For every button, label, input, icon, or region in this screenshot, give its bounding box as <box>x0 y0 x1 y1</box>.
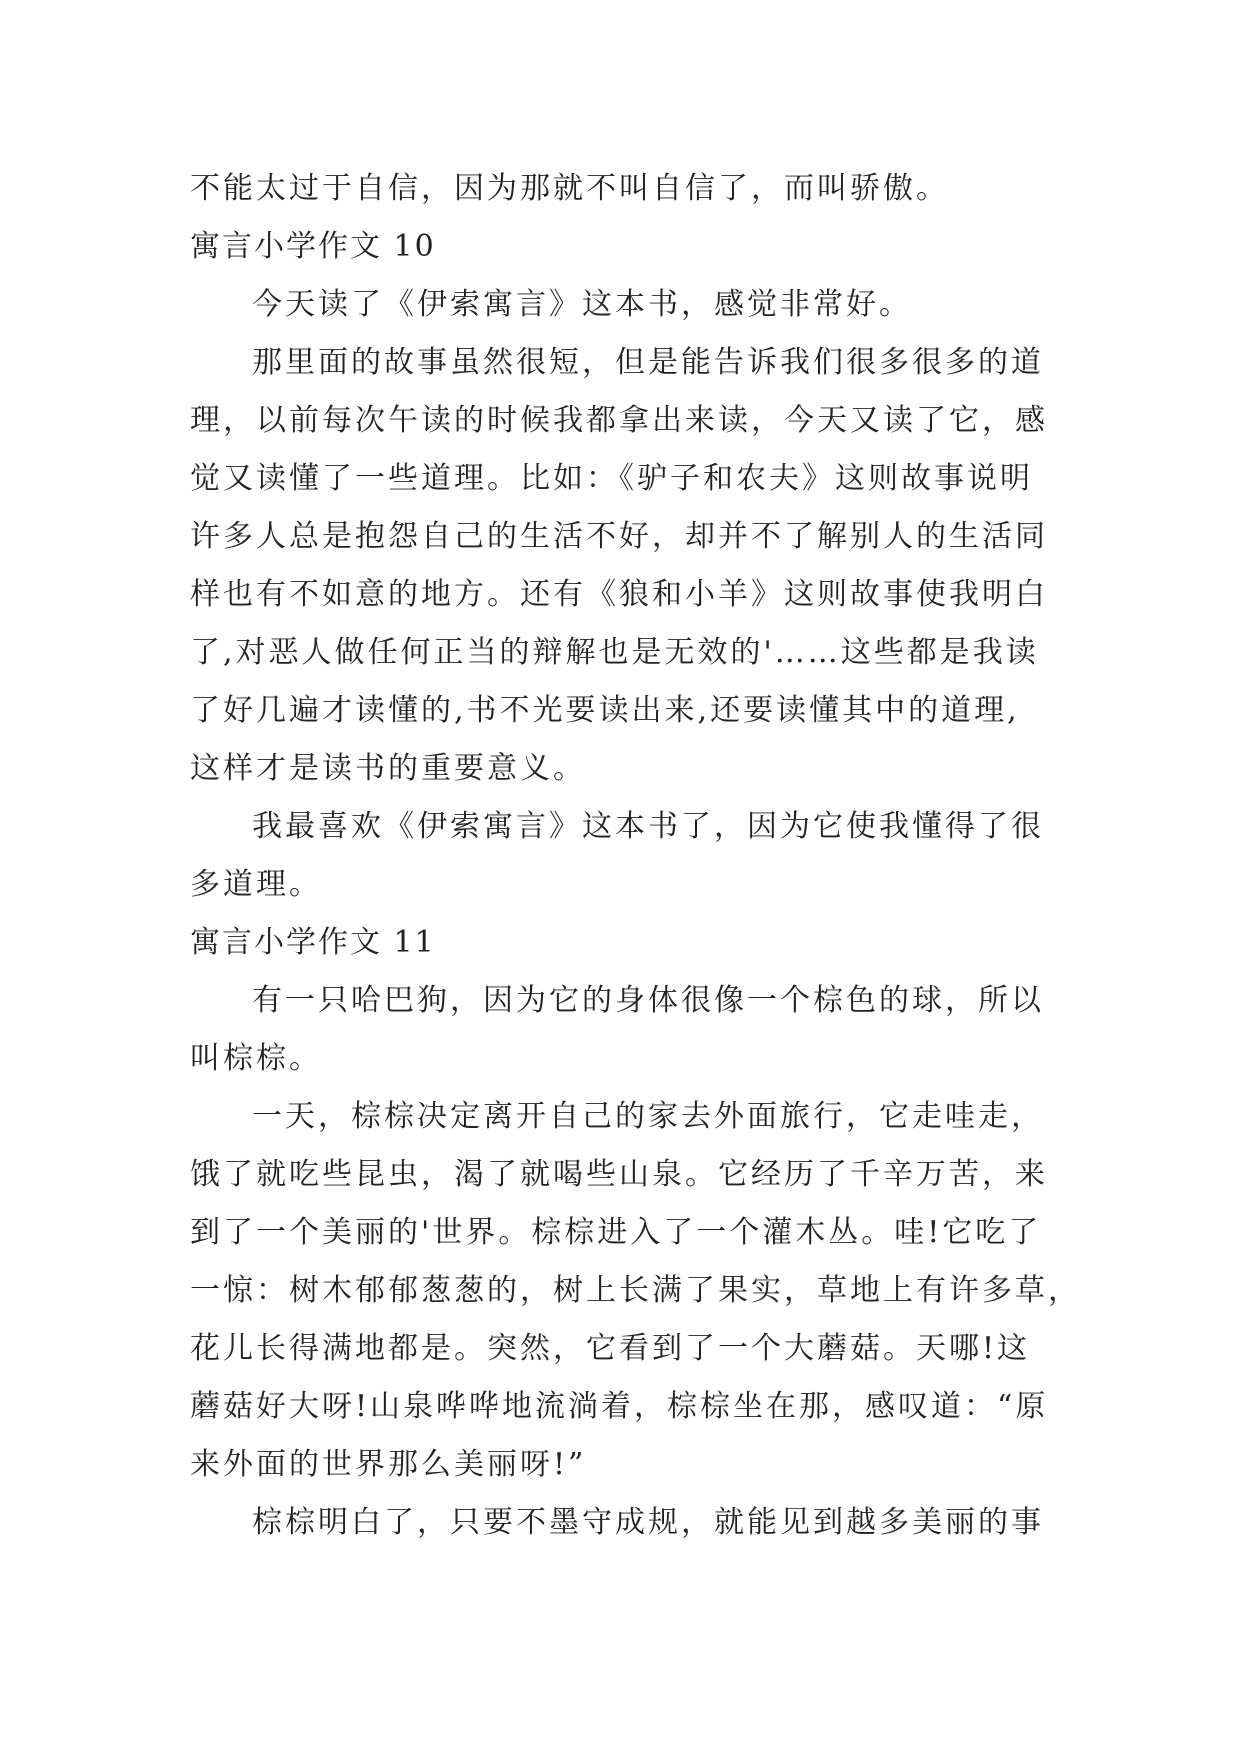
text-line: 来外面的世界那么美丽呀!” <box>190 1447 587 1482</box>
text-line: 多道理。 <box>190 867 322 902</box>
text-line: 蘑菇好大呀!山泉哗哗地流淌着，棕棕坐在那，感叹道：“原 <box>190 1389 1049 1424</box>
paragraph-first-line: 一天，棕棕决定离开自己的家去外面旅行，它走哇走， <box>252 1099 1044 1134</box>
paragraph-first-line: 那里面的故事虽然很短，但是能告诉我们很多很多的道 <box>252 345 1044 380</box>
paragraph-first-line: 我最喜欢《伊索寓言》这本书了，因为它使我懂得了很 <box>252 809 1044 844</box>
text-line: 样也有不如意的地方。还有《狼和小羊》这则故事使我明白 <box>190 577 1048 612</box>
paragraph-first-line: 棕棕明白了，只要不墨守成规，就能见到越多美丽的事 <box>252 1505 1044 1540</box>
paragraph-first-line: 有一只哈巴狗，因为它的身体很像一个棕色的球，所以 <box>252 983 1044 1018</box>
text-line: 许多人总是抱怨自己的生活不好，却并不了解别人的生活同 <box>190 519 1048 554</box>
text-line: 理，以前每次午读的时候我都拿出来读，今天又读了它，感 <box>190 403 1048 438</box>
text-line: 了,对恶人做任何正当的辩解也是无效的'……这些都是我读 <box>190 635 1039 670</box>
text-line: 不能太过于自信，因为那就不叫自信了，而叫骄傲。 <box>190 171 949 206</box>
text-line: 饿了就吃些昆虫，渴了就喝些山泉。它经历了千辛万苦，来 <box>190 1157 1048 1192</box>
text-line: 花儿长得满地都是。突然，它看到了一个大蘑菇。天哪!这 <box>190 1331 1031 1366</box>
text-line: 到了一个美丽的'世界。棕棕进入了一个灌木丛。哇!它吃了 <box>190 1215 1042 1250</box>
text-line: 叫棕棕。 <box>190 1041 322 1076</box>
section-heading: 寓言小学作文 10 <box>190 229 436 264</box>
document-body <box>190 160 1081 1552</box>
text-line: 了好几遍才读懂的,书不光要读出来,还要读懂其中的道理, <box>190 693 1020 728</box>
section-heading: 寓言小学作文 11 <box>190 925 436 960</box>
paragraph-first-line: 今天读了《伊索寓言》这本书，感觉非常好。 <box>252 287 912 322</box>
text-line: 觉又读懂了一些道理。比如：《驴子和农夫》这则故事说明 <box>190 461 1033 496</box>
text-line: 一惊：树木郁郁葱葱的，树上长满了果实，草地上有许多草， <box>190 1273 1081 1308</box>
text-line: 这样才是读书的重要意义。 <box>190 751 586 786</box>
